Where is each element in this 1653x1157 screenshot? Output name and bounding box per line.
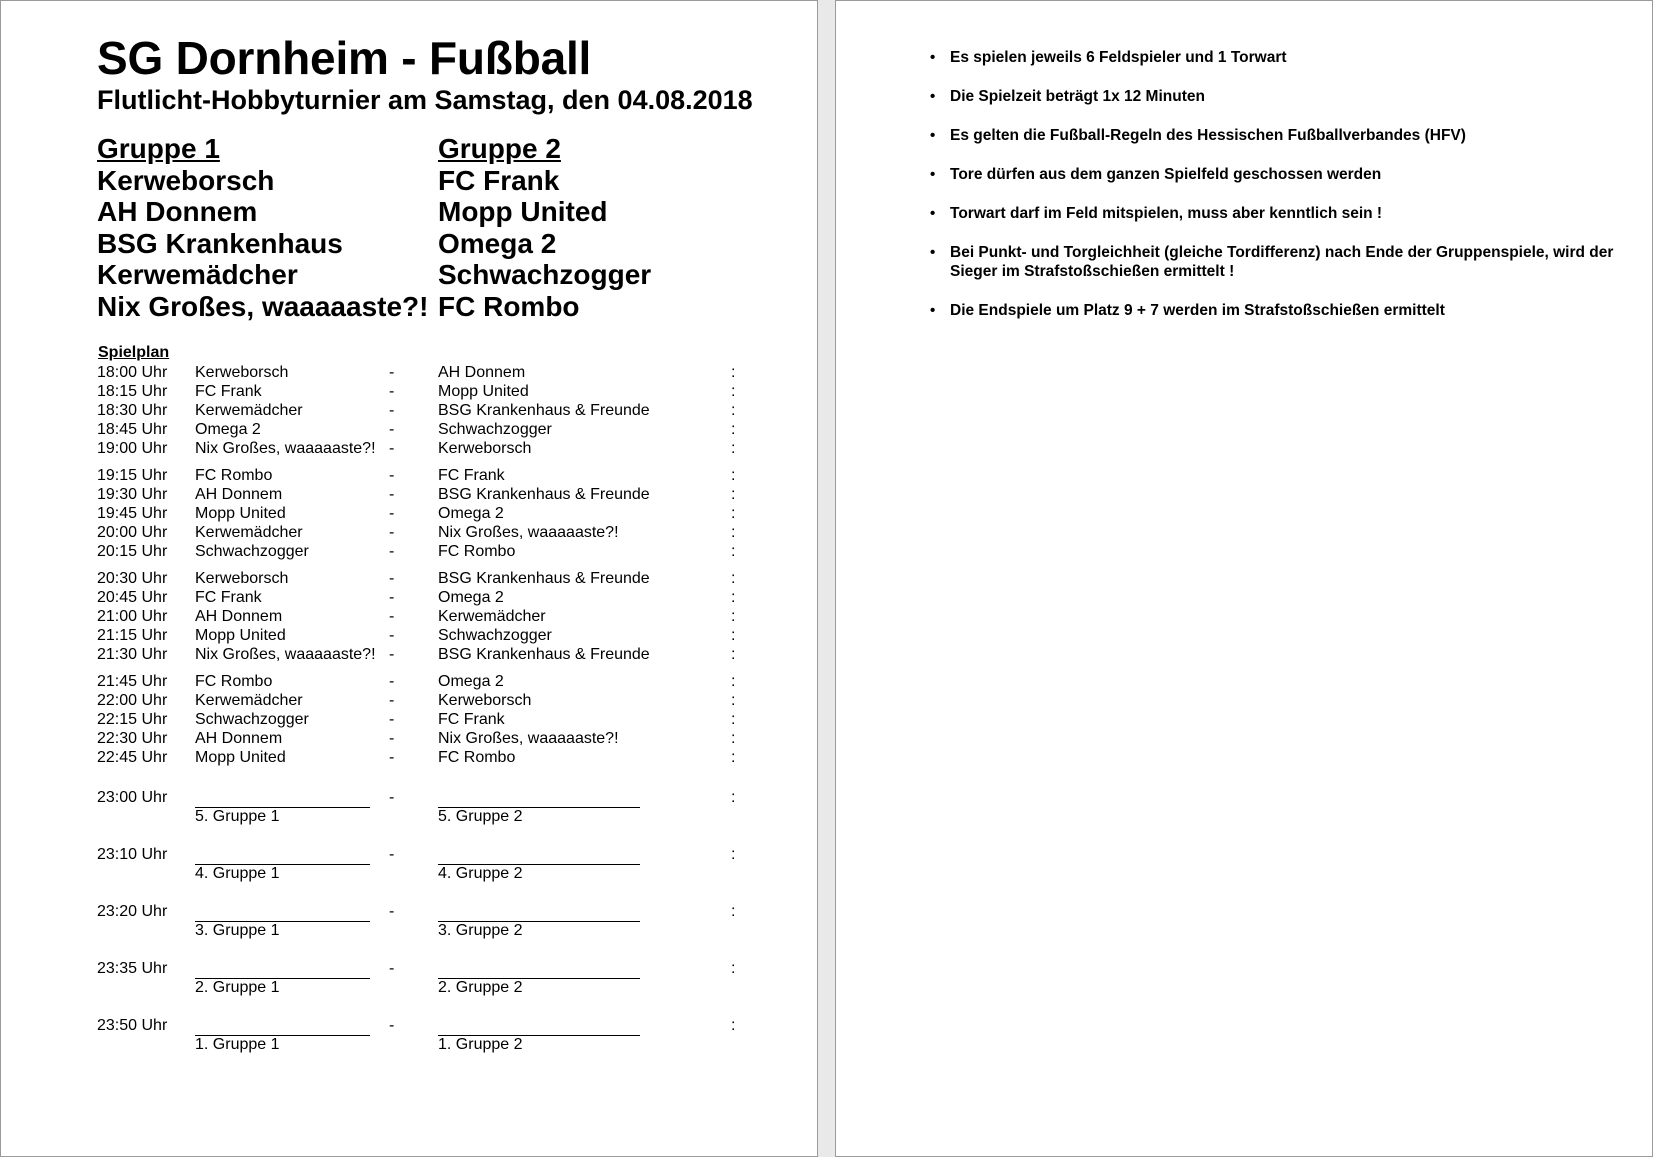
match-row — [97, 466, 777, 485]
match-row — [97, 523, 777, 542]
match-time: 22:45 Uhr — [97, 749, 168, 766]
group-team: Kerwemädcher — [97, 259, 298, 291]
rule-item — [930, 165, 1630, 184]
match-separator: - — [389, 486, 395, 503]
match-away-team: BSG Krankenhaus & Freunde — [438, 402, 650, 419]
match-row — [97, 672, 777, 691]
match-away-team: Omega 2 — [438, 505, 504, 522]
match-away-team: Kerweborsch — [438, 692, 532, 709]
final-separator: - — [389, 1017, 395, 1034]
match-separator: - — [389, 543, 395, 560]
match-away-team: Kerweborsch — [438, 440, 532, 457]
rule-text: Es gelten die Fußball-Regeln des Hessischen Fußballverbandes (HFV) — [950, 127, 1466, 144]
match-time: 18:00 Uhr — [97, 364, 168, 381]
bullet-icon: • — [930, 49, 936, 66]
match-home-team: Mopp United — [195, 505, 286, 522]
final-away-blank-line — [438, 978, 640, 979]
match-row — [97, 569, 777, 588]
match-score-field: : — [731, 730, 736, 747]
match-home-team: Nix Großes, waaaaaste?! — [195, 646, 376, 663]
match-row — [97, 504, 777, 523]
final-separator: - — [389, 903, 395, 920]
group-team: BSG Krankenhaus — [97, 227, 343, 259]
final-separator: - — [389, 960, 395, 977]
group-team: FC Rombo — [438, 290, 580, 322]
final-score-field: : — [731, 960, 736, 977]
match-separator: - — [389, 467, 395, 484]
group-1-heading: Gruppe 1 — [97, 133, 220, 164]
match-row — [97, 542, 777, 561]
final-score-field: : — [731, 846, 736, 863]
match-score-field: : — [731, 646, 736, 663]
match-home-team: AH Donnem — [195, 608, 283, 625]
rule-text: Tore dürfen aus dem ganzen Spielfeld geschossen werden — [950, 166, 1382, 183]
match-home-team: FC Rombo — [195, 467, 273, 484]
match-row — [97, 691, 777, 710]
match-home-team: Nix Großes, waaaaaste?! — [195, 440, 376, 457]
rule-item — [930, 204, 1630, 223]
match-time: 21:15 Uhr — [97, 627, 168, 644]
final-home-placeholder: 2. Gruppe 1 — [195, 979, 280, 996]
document-page-2 — [835, 0, 1653, 1157]
match-home-team: Kerweborsch — [195, 570, 289, 587]
match-home-team: Kerwemädcher — [195, 524, 303, 541]
match-row — [97, 729, 777, 748]
bullet-icon: • — [930, 302, 936, 319]
final-time: 23:20 Uhr — [97, 903, 168, 920]
match-score-field: : — [731, 543, 736, 560]
rule-text: Es spielen jeweils 6 Feldspieler und 1 Torwart — [950, 49, 1287, 66]
group-team: Omega 2 — [438, 227, 557, 259]
match-away-team: BSG Krankenhaus & Freunde — [438, 646, 650, 663]
match-row — [97, 607, 777, 626]
match-away-team: FC Frank — [438, 711, 505, 728]
final-score-field: : — [731, 1017, 736, 1034]
match-score-field: : — [731, 421, 736, 438]
match-away-team: Nix Großes, waaaaaste?! — [438, 524, 619, 541]
match-time: 20:45 Uhr — [97, 589, 168, 606]
final-home-placeholder: 5. Gruppe 1 — [195, 808, 280, 825]
match-home-team: AH Donnem — [195, 730, 283, 747]
match-row — [97, 645, 777, 664]
match-score-field: : — [731, 364, 736, 381]
match-home-team: FC Frank — [195, 383, 262, 400]
match-row — [97, 439, 777, 458]
group-team: Mopp United — [438, 196, 608, 228]
match-separator: - — [389, 505, 395, 522]
match-row — [97, 748, 777, 767]
final-score-field: : — [731, 789, 736, 806]
match-separator: - — [389, 673, 395, 690]
match-row — [97, 485, 777, 504]
group-2-list — [438, 133, 651, 323]
rule-item — [930, 87, 1630, 106]
match-separator: - — [389, 421, 395, 438]
match-home-team: Kerwemädcher — [195, 402, 303, 419]
match-away-team: BSG Krankenhaus & Freunde — [438, 486, 650, 503]
match-separator: - — [389, 749, 395, 766]
match-separator: - — [389, 440, 395, 457]
group-team: Schwachzogger — [438, 259, 652, 291]
match-score-field: : — [731, 711, 736, 728]
match-row — [97, 401, 777, 420]
final-separator: - — [389, 789, 395, 806]
final-time: 23:35 Uhr — [97, 960, 168, 977]
match-time: 20:00 Uhr — [97, 524, 168, 541]
rule-item — [930, 243, 1630, 281]
match-home-team: Kerwemädcher — [195, 692, 303, 709]
match-score-field: : — [731, 524, 736, 541]
match-time: 22:30 Uhr — [97, 730, 168, 747]
match-away-team: Omega 2 — [438, 589, 504, 606]
match-separator: - — [389, 570, 395, 587]
match-score-field: : — [731, 467, 736, 484]
final-score-field: : — [731, 903, 736, 920]
rule-item — [930, 126, 1630, 145]
match-time: 18:15 Uhr — [97, 383, 168, 400]
match-away-team: Kerwemädcher — [438, 608, 546, 625]
match-home-team: Schwachzogger — [195, 711, 309, 728]
match-score-field: : — [731, 692, 736, 709]
final-away-blank-line — [438, 1035, 640, 1036]
match-score-field: : — [731, 608, 736, 625]
final-match — [97, 845, 777, 885]
match-row — [97, 588, 777, 607]
match-away-team: FC Rombo — [438, 543, 516, 560]
group-2-heading: Gruppe 2 — [438, 133, 561, 164]
match-separator: - — [389, 646, 395, 663]
match-score-field: : — [731, 440, 736, 457]
match-score-field: : — [731, 749, 736, 766]
match-separator: - — [389, 711, 395, 728]
group-team: FC Frank — [438, 164, 560, 196]
match-time: 20:15 Uhr — [97, 543, 168, 560]
match-away-team: Mopp United — [438, 383, 529, 400]
match-row — [97, 626, 777, 645]
final-away-placeholder: 3. Gruppe 2 — [438, 922, 523, 939]
final-home-blank-line — [195, 978, 370, 979]
match-away-team: AH Donnem — [438, 364, 526, 381]
match-time: 19:45 Uhr — [97, 505, 168, 522]
schedule-heading: Spielplan — [98, 344, 170, 361]
match-away-team: BSG Krankenhaus & Freunde — [438, 570, 650, 587]
document-page-1 — [0, 0, 818, 1157]
final-home-blank-line — [195, 864, 370, 865]
final-separator: - — [389, 846, 395, 863]
rules-list — [930, 48, 1630, 340]
match-score-field: : — [731, 505, 736, 522]
final-home-placeholder: 3. Gruppe 1 — [195, 922, 280, 939]
match-time: 22:00 Uhr — [97, 692, 168, 709]
rule-text: Bei Punkt- und Torgleichheit (gleiche Tordifferenz) nach Ende der Gruppenspiele, wird der Sieger im Strafstoßschießen ermittelt ! — [950, 244, 1614, 280]
rule-text: Die Spielzeit beträgt 1x 12 Minuten — [950, 88, 1205, 105]
rule-text: Torwart darf im Feld mitspielen, muss aber kenntlich sein ! — [950, 205, 1383, 222]
match-row — [97, 382, 777, 401]
match-away-team: Nix Großes, waaaaaste?! — [438, 730, 619, 747]
rule-text: Die Endspiele um Platz 9 + 7 werden im Strafstoßschießen ermittelt — [950, 302, 1445, 319]
match-away-team: FC Frank — [438, 467, 505, 484]
rule-item — [930, 301, 1630, 320]
match-separator: - — [389, 364, 395, 381]
match-time: 21:30 Uhr — [97, 646, 168, 663]
match-home-team: FC Frank — [195, 589, 262, 606]
group-team: Kerweborsch — [97, 164, 275, 196]
match-home-team: FC Rombo — [195, 673, 273, 690]
final-match — [97, 902, 777, 942]
group-team: AH Donnem — [97, 196, 258, 228]
match-separator: - — [389, 524, 395, 541]
group-team: Nix Großes, waaaaaste?! — [97, 290, 429, 322]
match-home-team: Schwachzogger — [195, 543, 309, 560]
final-time: 23:00 Uhr — [97, 789, 168, 806]
match-time: 19:00 Uhr — [97, 440, 168, 457]
match-separator: - — [389, 608, 395, 625]
match-row — [97, 420, 777, 439]
match-time: 19:15 Uhr — [97, 467, 168, 484]
match-home-team: Omega 2 — [195, 421, 261, 438]
match-home-team: Mopp United — [195, 749, 286, 766]
match-row — [97, 710, 777, 729]
match-home-team: Kerweborsch — [195, 364, 289, 381]
match-away-team: FC Rombo — [438, 749, 516, 766]
match-separator: - — [389, 627, 395, 644]
match-time: 18:30 Uhr — [97, 402, 168, 419]
final-home-blank-line — [195, 921, 370, 922]
bullet-icon: • — [930, 127, 936, 144]
final-match — [97, 1016, 777, 1056]
match-time: 19:30 Uhr — [97, 486, 168, 503]
match-time: 21:45 Uhr — [97, 673, 168, 690]
match-away-team: Schwachzogger — [438, 421, 552, 438]
match-score-field: : — [731, 570, 736, 587]
match-home-team: AH Donnem — [195, 486, 283, 503]
final-home-placeholder: 4. Gruppe 1 — [195, 865, 280, 882]
final-away-blank-line — [438, 921, 640, 922]
bullet-icon: • — [930, 205, 936, 222]
match-score-field: : — [731, 402, 736, 419]
match-home-team: Mopp United — [195, 627, 286, 644]
final-home-blank-line — [195, 807, 370, 808]
group-1-list — [97, 133, 428, 323]
match-time: 21:00 Uhr — [97, 608, 168, 625]
final-away-blank-line — [438, 864, 640, 865]
match-score-field: : — [731, 589, 736, 606]
match-separator: - — [389, 402, 395, 419]
page-title: SG Dornheim - Fußball — [97, 32, 592, 84]
match-time: 20:30 Uhr — [97, 570, 168, 587]
final-match — [97, 959, 777, 999]
final-away-blank-line — [438, 807, 640, 808]
page-subtitle: Flutlicht-Hobbyturnier am Samstag, den 04.08.2018 — [97, 85, 753, 115]
final-away-placeholder: 5. Gruppe 2 — [438, 808, 523, 825]
final-time: 23:50 Uhr — [97, 1017, 168, 1034]
match-away-team: Omega 2 — [438, 673, 504, 690]
final-home-placeholder: 1. Gruppe 1 — [195, 1036, 280, 1053]
match-score-field: : — [731, 673, 736, 690]
match-separator: - — [389, 730, 395, 747]
match-row — [97, 363, 777, 382]
match-separator: - — [389, 589, 395, 606]
bullet-icon: • — [930, 88, 936, 105]
match-time: 22:15 Uhr — [97, 711, 168, 728]
match-score-field: : — [731, 486, 736, 503]
match-separator: - — [389, 383, 395, 400]
rule-item — [930, 48, 1630, 67]
match-score-field: : — [731, 383, 736, 400]
bullet-icon: • — [930, 244, 936, 261]
final-away-placeholder: 4. Gruppe 2 — [438, 865, 523, 882]
final-home-blank-line — [195, 1035, 370, 1036]
final-away-placeholder: 1. Gruppe 2 — [438, 1036, 523, 1053]
match-score-field: : — [731, 627, 736, 644]
final-time: 23:10 Uhr — [97, 846, 168, 863]
bullet-icon: • — [930, 166, 936, 183]
match-time: 18:45 Uhr — [97, 421, 168, 438]
final-away-placeholder: 2. Gruppe 2 — [438, 979, 523, 996]
final-match — [97, 788, 777, 828]
match-separator: - — [389, 692, 395, 709]
match-away-team: Schwachzogger — [438, 627, 552, 644]
